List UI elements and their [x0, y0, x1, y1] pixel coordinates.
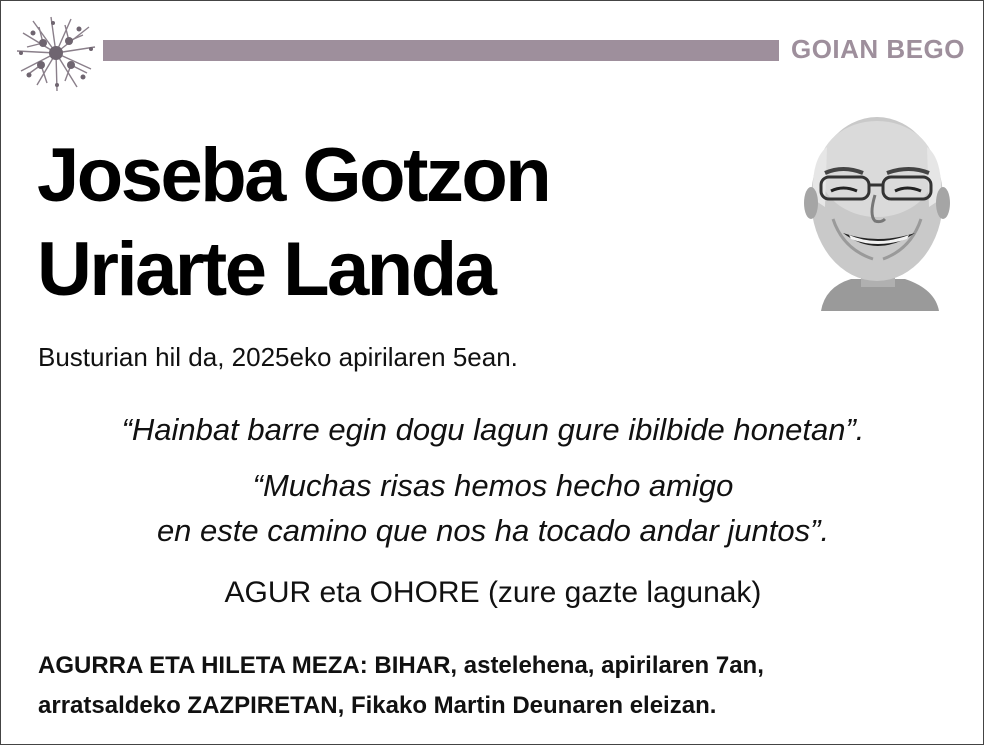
funeral-line-2: arratsaldeko ZAZPIRETAN, Fikako Martin Deunaren eleizan.	[38, 692, 717, 719]
quote-spanish-line-2: en este camino que nos ha tocado andar juntos”.	[156, 513, 830, 548]
header-bar	[103, 40, 779, 61]
portrait-photo	[803, 99, 953, 311]
flower-icon	[13, 13, 99, 93]
funeral-details	[38, 646, 764, 726]
funeral-line-1: AGURRA ETA HILETA MEZA: BIHAR, astelehena, apirilaren 7an,	[38, 652, 764, 679]
name-line-2: Uriarte Landa	[37, 227, 495, 312]
name-line-1: Joseba Gotzon	[37, 133, 550, 218]
header-location: GOIAN BEGO	[790, 34, 965, 64]
quote-spanish	[1, 463, 984, 553]
farewell-line: AGUR eta OHORE (zure gazte lagunak)	[224, 576, 762, 609]
death-notice: Busturian hil da, 2025eko apirilaren 5ean.	[38, 342, 518, 372]
quote-spanish-line-1: “Muchas risas hemos hecho amigo	[252, 468, 734, 503]
deceased-name	[37, 129, 549, 317]
quote-basque: “Hainbat barre egin dogu lagun gure ibilbide honetan”.	[121, 412, 865, 447]
